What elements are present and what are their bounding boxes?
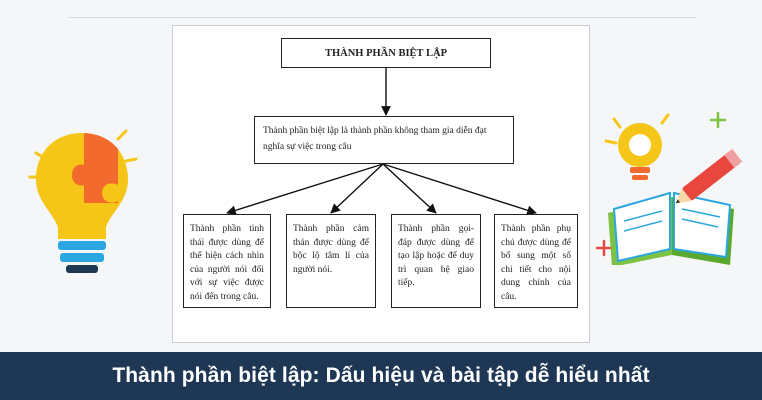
open-book-pencil-lightbulb-icon <box>584 105 760 270</box>
diagram-title: THÀNH PHẦN BIỆT LẬP <box>324 47 448 59</box>
type-text: Thành phần phụ chú được dùng để bổ sung một số chi tiết cho nội dung chính của câu. <box>501 224 571 302</box>
type-box-phu-chu <box>494 214 578 308</box>
diagram-title-box <box>281 38 491 68</box>
lightbulb-puzzle-icon <box>22 115 142 290</box>
definition-box <box>254 116 514 164</box>
type-text: Thành phần gọi-đáp được dùng để tạo lập hoặc để duy trì quan hệ giao tiếp. <box>398 224 474 288</box>
title-banner <box>0 352 762 400</box>
banner-title: Thành phần biệt lập: Dấu hiệu và bài tập dễ hiểu nhất <box>112 364 650 387</box>
definition-text: Thành phần biệt lập là thành phần không tham gia diễn đạt nghĩa sự việc trong câu <box>263 126 487 152</box>
top-divider <box>68 17 696 18</box>
type-text: Thành phần cảm thán được dùng để bộc lộ tâm lí của người nói. <box>293 224 369 275</box>
diagram-frame <box>172 25 590 343</box>
type-box-goi-dap <box>391 214 481 308</box>
type-box-cam-than <box>286 214 376 308</box>
type-text: Thành phần tình thái được dùng để thể hiện cách nhìn của người nói đối với sự việc được nói đến trong câu. <box>190 224 264 302</box>
type-box-tinh-thai <box>183 214 271 308</box>
